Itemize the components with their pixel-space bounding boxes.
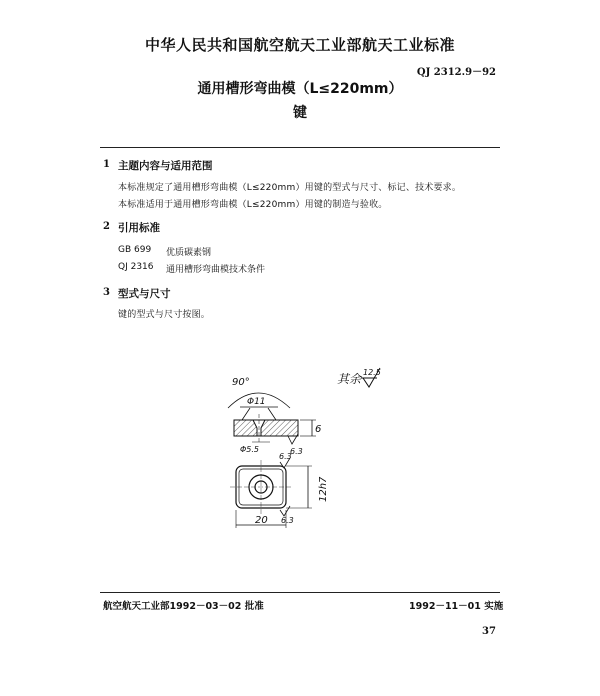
document-subtitle: 键: [293, 105, 307, 121]
slot-fit-dimension: 12h7: [318, 476, 329, 502]
section-3-number: 3: [103, 287, 110, 298]
page-number: 37: [482, 626, 496, 637]
surface-finish-side: 6.3: [281, 516, 294, 525]
surface-finish-top: 6.3: [279, 452, 292, 461]
header-divider: [100, 147, 500, 148]
section-2-title: 引用标准: [118, 222, 160, 234]
roughness-value: 12.5: [363, 368, 381, 377]
footer-divider: [100, 592, 500, 593]
key-technical-drawing: [180, 350, 440, 550]
section-2-number: 2: [103, 221, 110, 232]
section-1-paragraph-2: 本标准适用于通用槽形弯曲模（L≤220mm）用键的制造与验收。: [118, 200, 388, 210]
hole-diameter: Φ5.5: [240, 445, 260, 454]
reference-name: 优质碳素钢: [166, 248, 212, 258]
approval-date: 航空航天工业部1992－03－02 批准: [103, 601, 264, 612]
section-3-title: 型式与尺寸: [118, 288, 171, 300]
section-1-number: 1: [103, 159, 110, 170]
section-1-paragraph-1: 本标准规定了通用槽形弯曲模（L≤220mm）用键的型式与尺寸、标记、技术要求。: [118, 183, 462, 193]
counterbore-diameter: Φ11: [247, 397, 266, 407]
section-1-title: 主题内容与适用范围: [118, 160, 213, 172]
key-body-section: [234, 420, 298, 436]
thickness-dimension: 6: [315, 424, 322, 435]
reference-code: GB 699: [118, 245, 152, 255]
effective-date: 1992－11－01 实施: [409, 601, 504, 612]
section-3-paragraph-1: 键的型式与尺寸按图。: [118, 310, 211, 320]
key-plan-view: [230, 452, 329, 528]
issuing-organization: 中华人民共和国航空航天工业部航天工业标准: [144, 36, 455, 54]
angle-label: 90°: [232, 377, 250, 388]
roughness-note-label: 其余: [337, 372, 362, 386]
standard-number: QJ 2312.9－92: [416, 67, 496, 78]
roughness-note: [337, 368, 381, 387]
document-title: 通用槽形弯曲模（L≤220mm）: [197, 81, 403, 97]
reference-name: 通用槽形弯曲模技术条件: [166, 265, 266, 275]
width-dimension: 20: [255, 515, 268, 526]
key-section-view: [228, 377, 321, 456]
surface-finish-bottom: 6.3: [290, 447, 303, 456]
reference-code: QJ 2316: [118, 262, 154, 272]
